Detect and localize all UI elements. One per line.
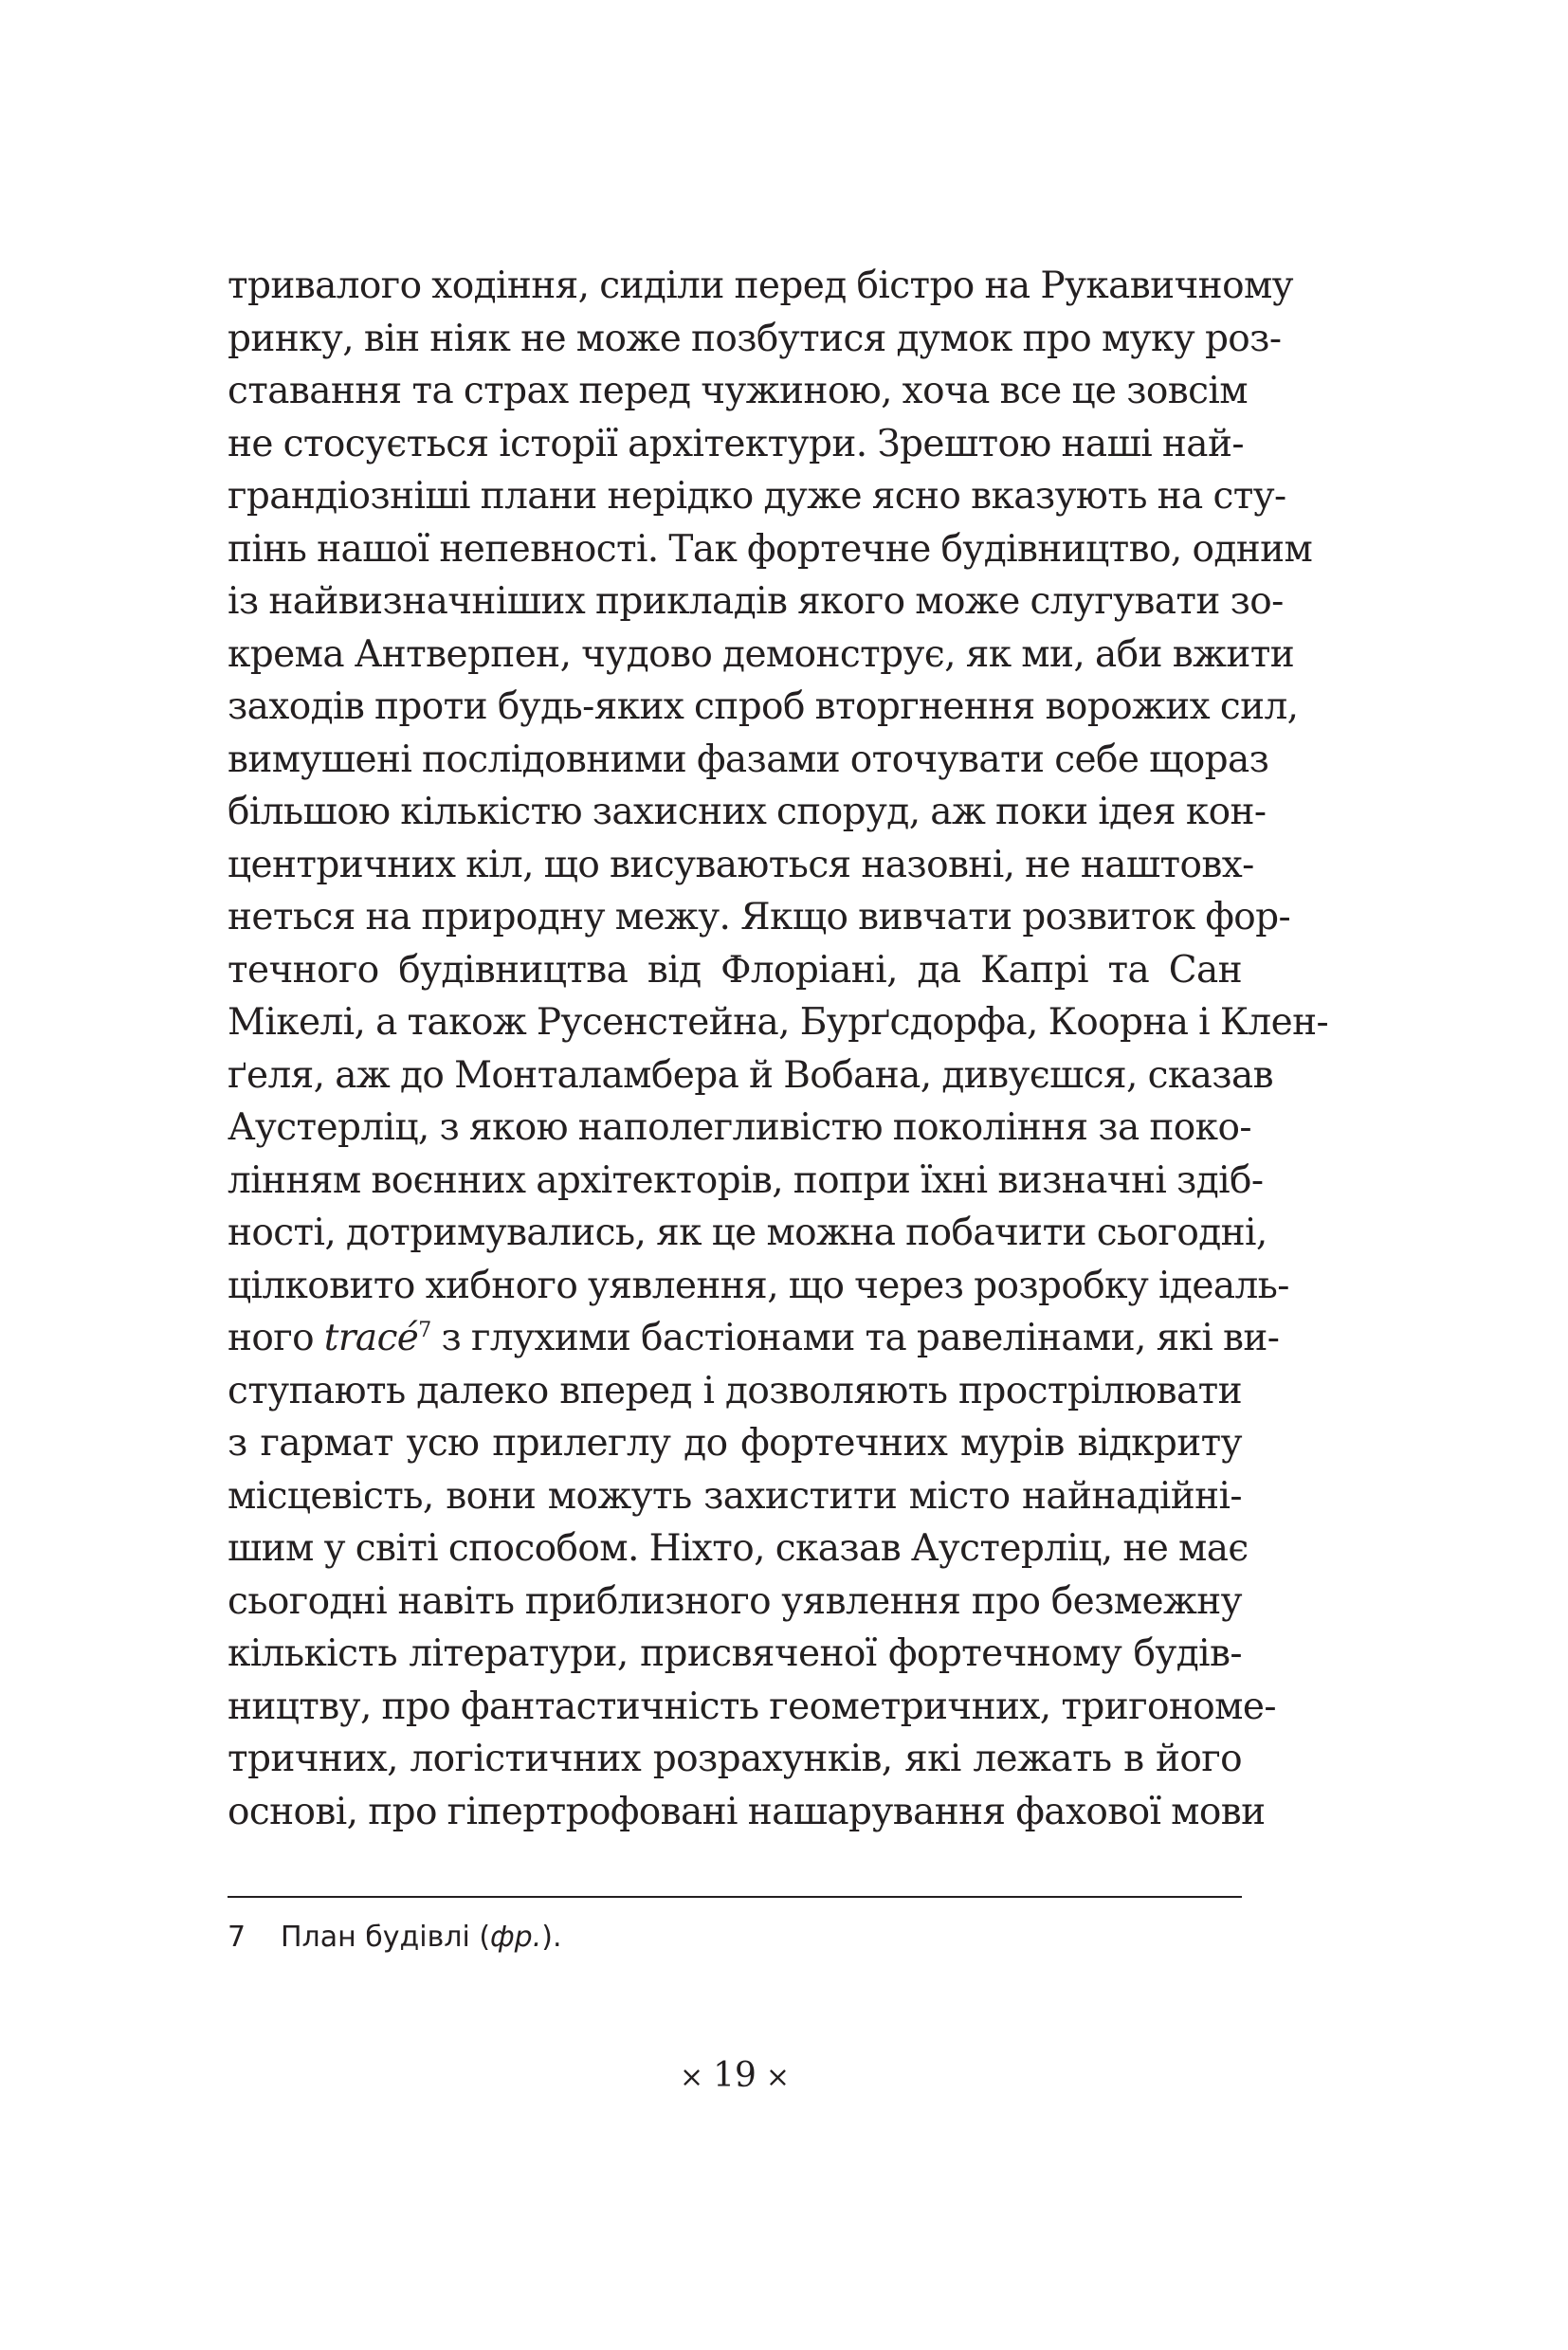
text-line: течного будівництва від Флоріані, да Капрі та Сан [228, 948, 1242, 992]
footnote-italic-text: фр. [490, 1921, 542, 1954]
body-text [228, 260, 1329, 1838]
text-line: крема Антверпен, чудово демонструє, як ми, аби вжити [228, 632, 1295, 676]
text-line: основі, про гіпертрофовані нашарування фахової мови [228, 1790, 1266, 1833]
text-line: Мікелі, а також Русенстейна, Бурґсдорфа, Коорна і Клен- [228, 1001, 1329, 1044]
footnote-text: ). [541, 1921, 562, 1954]
text-line: ставання та страх перед чужиною, хоча все це зовсім [228, 370, 1248, 412]
text-line-with-footnote-ref [228, 1312, 1280, 1365]
text-line: лінням воєнних архітекторів, попри їхні визначні здіб- [228, 1158, 1264, 1202]
text-line: цілковито хибного уявлення, що через розробку ідеаль- [228, 1264, 1289, 1307]
text-line: ґеля, аж до Монталамбера й Вобана, дивуєшся, сказав [228, 1053, 1273, 1097]
footnote-divider [228, 1896, 1242, 1898]
text-line: місцевість, вони можуть захистити місто найнадійні- [228, 1474, 1242, 1518]
footnote-number: 7 [228, 1921, 246, 1954]
text-line: Аустерліц, з якою наполегливістю покоління за поко- [228, 1106, 1251, 1149]
text-line: більшою кількістю захисних споруд, аж поки ідея кон- [228, 791, 1267, 833]
page-number-folio [0, 2055, 1469, 2099]
text-segment: ного [228, 1317, 324, 1359]
page-number: 19 [713, 2056, 757, 2095]
text-line: пінь нашої непевності. Так фортечне будівництво, одним [228, 527, 1313, 571]
footnote-text: План будівлі ( [281, 1921, 491, 1954]
text-line: ництву, про фантастичність геометричних, тригономе- [228, 1685, 1276, 1728]
italic-term: tracé [323, 1317, 419, 1359]
text-segment: з глухими бастіонами та равелінами, які ви- [430, 1317, 1280, 1359]
text-line: тричних, логістичних розрахунків, які лежать в його [228, 1738, 1242, 1780]
text-line: ринку, він ніяк не може позбутися думок про муку роз- [228, 317, 1282, 360]
text-line: ступають далеко вперед і дозволяють прострілювати [228, 1369, 1242, 1412]
footnote-reference[interactable]: 7 [418, 1319, 431, 1342]
text-line: тривалого ходіння, сиділи перед бістро на Рукавичному [228, 264, 1294, 307]
text-line: з гармат усю прилеглу до фортечних мурів відкриту [228, 1422, 1242, 1465]
text-line: центричних кіл, що висуваються назовні, не наштовх- [228, 843, 1254, 886]
text-line: ності, дотримувались, як це можна побачити сьогодні, [228, 1211, 1267, 1254]
text-line: вимушені послідовними фазами оточувати себе щораз [228, 738, 1269, 781]
text-line: кількість літератури, присвяченої фортечному будів- [228, 1632, 1242, 1675]
text-line: заходів проти будь-яких спроб вторгнення ворожих сил, [228, 685, 1299, 728]
ornament-cross-icon: × [679, 2061, 704, 2094]
text-line: не стосується історії архітектури. Зрештою наші най- [228, 422, 1244, 465]
footnote [228, 1919, 1242, 1957]
text-line: шим у світі способом. Ніхто, сказав Аустерліц, не має [228, 1527, 1249, 1570]
text-line: грандіозніші плани нерідко дуже ясно вказують на сту- [228, 475, 1286, 518]
ornament-cross-icon: × [765, 2061, 791, 2094]
text-line: неться на природну межу. Якщо вивчати розвиток фор- [228, 896, 1291, 938]
text-line: із найвизначніших прикладів якого може слугувати зо- [228, 580, 1284, 623]
text-line: сьогодні навіть приблизного уявлення про безмежну [228, 1579, 1242, 1623]
